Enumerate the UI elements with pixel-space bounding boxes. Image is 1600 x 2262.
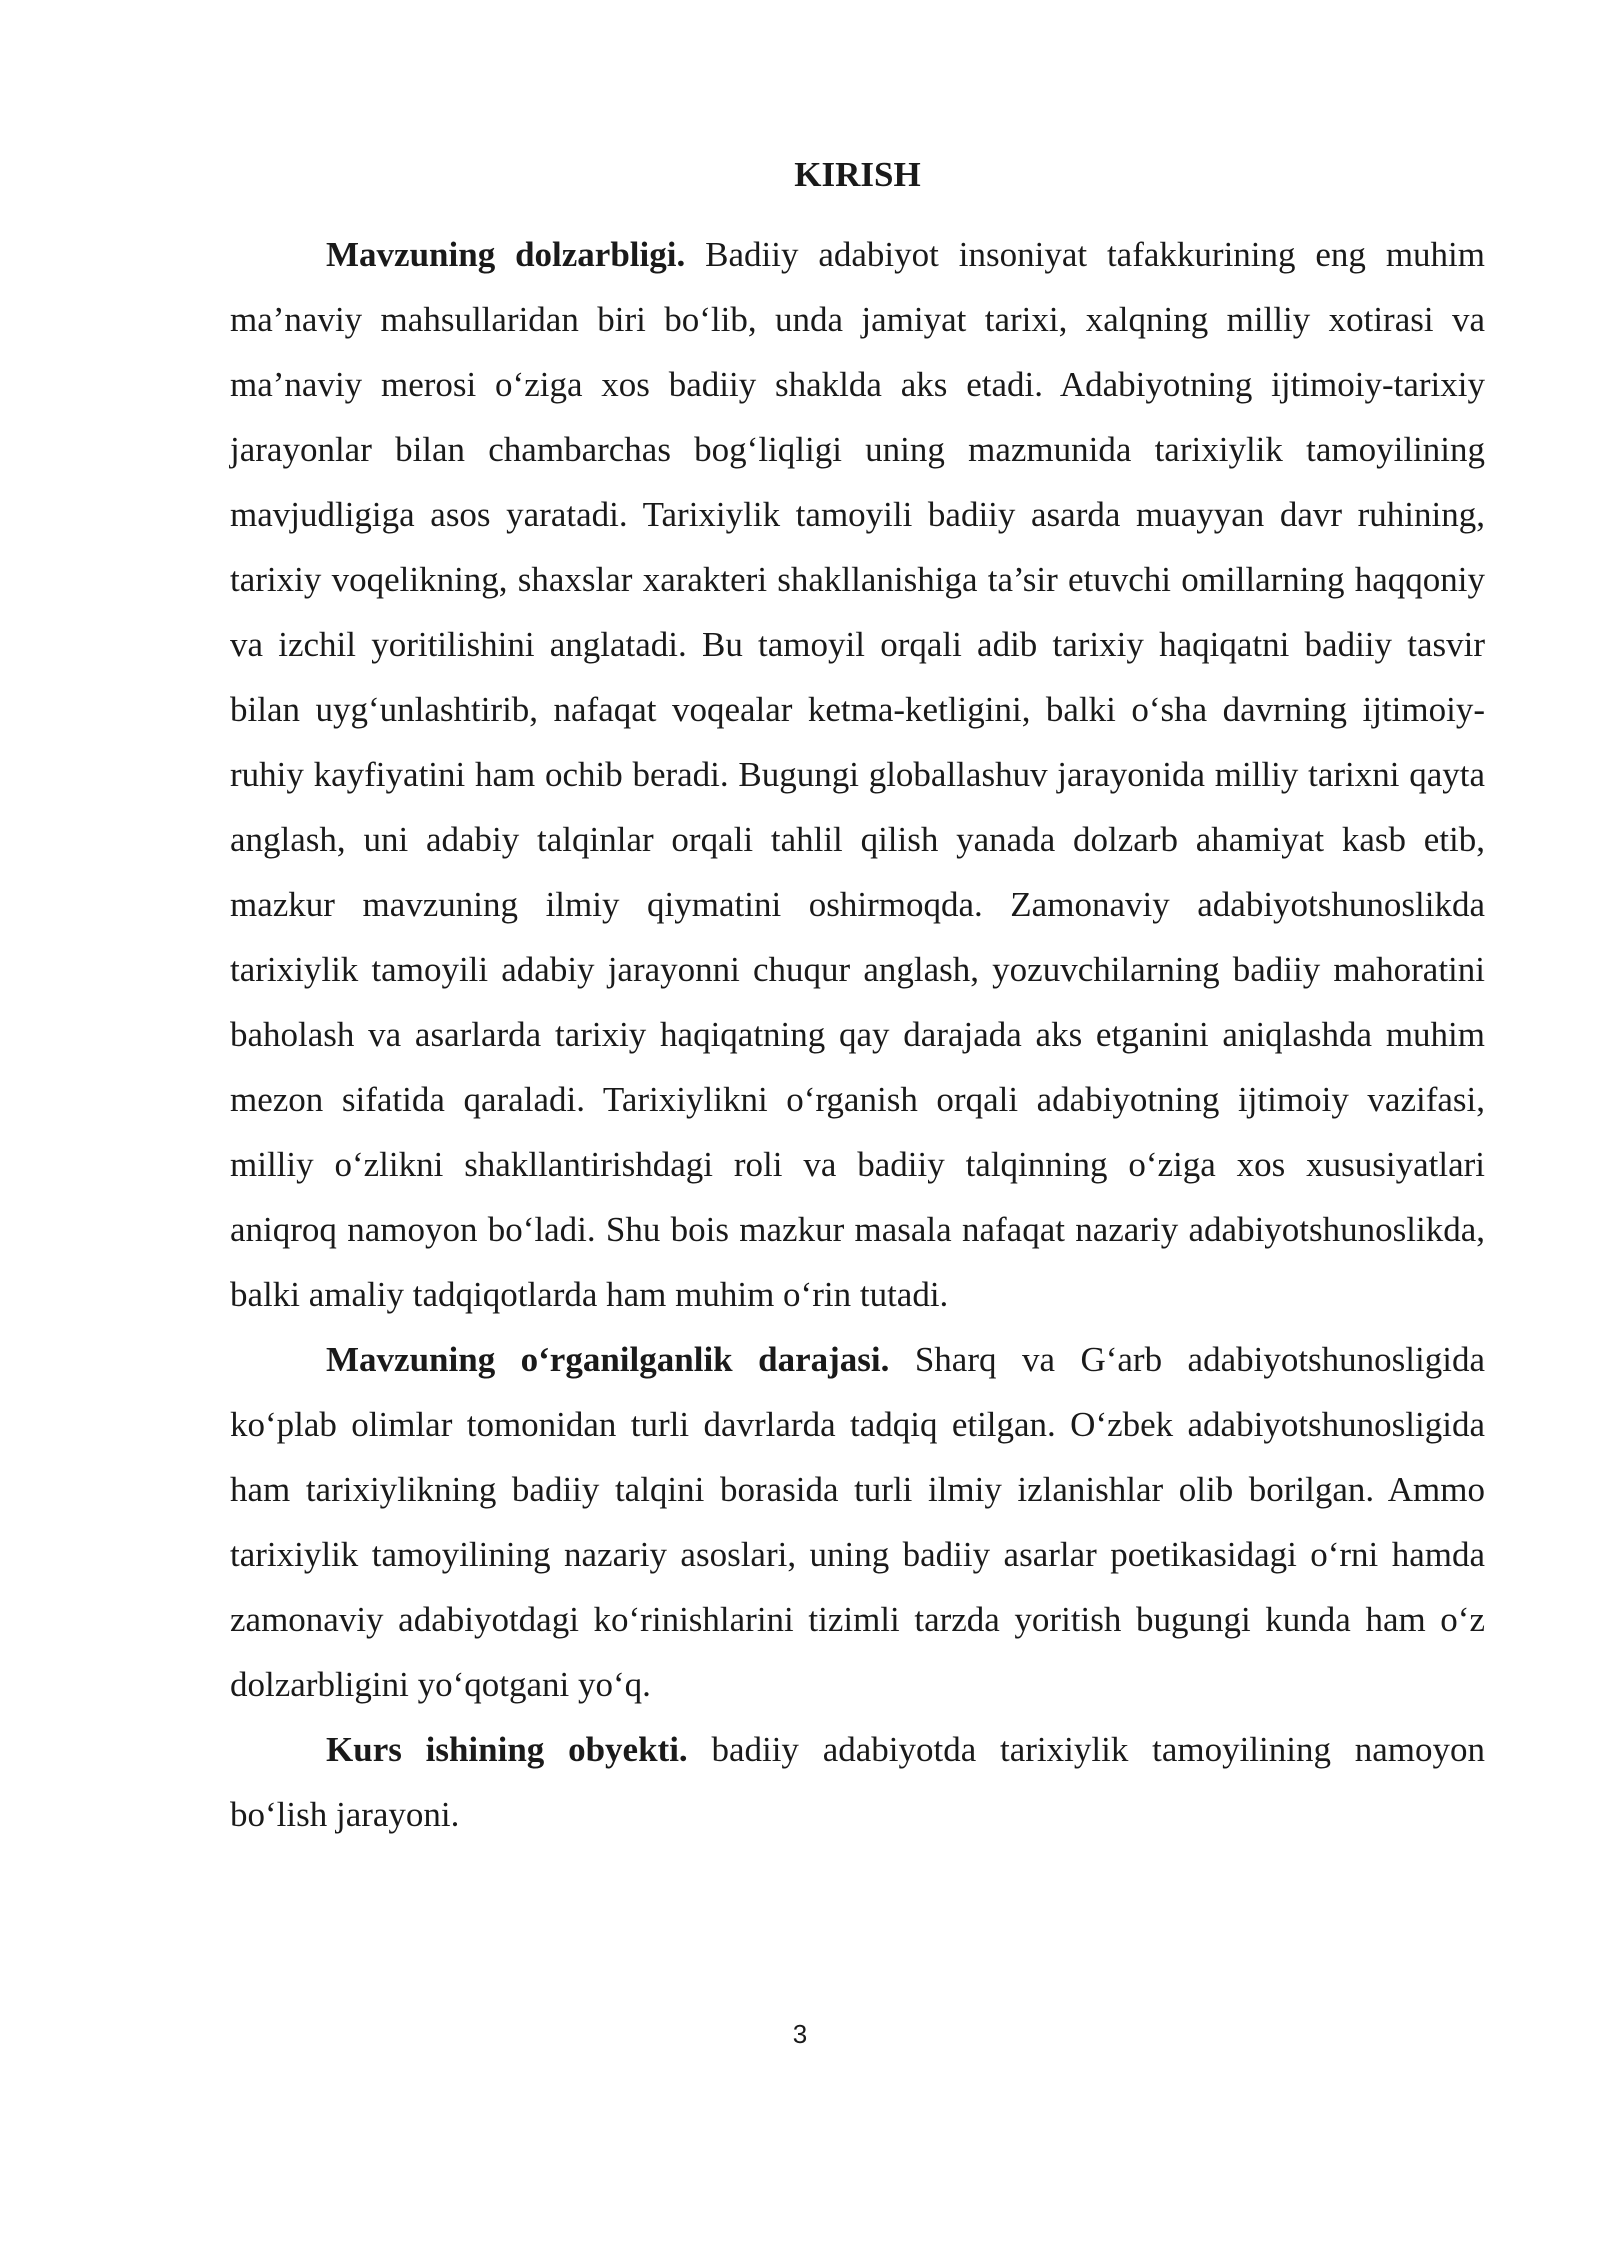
paragraph-study-level (230, 1327, 1485, 1717)
paragraph-text: badiiy adabiyotda tarixiylik tamoyilining namoyon bo‘lish jarayoni. (230, 1730, 1485, 1834)
paragraph-lead: Mavzuning o‘rganilganlik darajasi. (326, 1340, 890, 1379)
page-number: 3 (792, 2019, 808, 2049)
paragraph-lead: Mavzuning dolzarbligi. (326, 235, 686, 274)
paragraph-text: Sharq va G‘arb adabiyotshunosligida ko‘plab olimlar tomonidan turli davrlarda tadqiq etilgan. O‘zbek adabiyotshunosligida ham tarixiylikning badiiy talqini borasida turli ilmiy izlanishlar olib borilgan. Ammo tarixiylik tamoyilining nazariy asoslari, uning badiiy asarlar poetikasidagi o‘rni hamda zamonaviy adabiyotdagi ko‘rinishlarini tizimli tarzda yoritish bugungi kunda ham o‘z dolzarbligini yo‘qotgani yo‘q. (230, 1340, 1486, 1704)
paragraph-object (230, 1717, 1485, 1847)
section-heading: KIRISH (794, 155, 921, 194)
paragraph-relevance (230, 222, 1485, 1327)
paragraph-text: Badiiy adabiyot insoniyat tafakkurining eng muhim ma’naviy mahsullaridan biri bo‘lib, unda jamiyat tarixi, xalqning milliy xotirasi va ma’naviy merosi o‘ziga xos badiiy shaklda aks etadi. Adabiyotning ijtimoiy-tarixiy jarayonlar bilan chambarchas bog‘liqligi uning mazmunida tarixiylik tamoyilining mavjudligiga asos yaratadi. Tarixiylik tamoyili badiiy asarda muayyan davr ruhining, tarixiy voqelikning, shaxslar xarakteri shakllanishiga ta’sir etuvchi omillarning haqqoniy va izchil yoritilishini anglatadi. Bu tamoyil orqali adib tarixiy haqiqatni badiiy tasvir bilan uyg‘unlashtirib, nafaqat voqealar ketma-ketligini, balki o‘sha davrning ijtimoiy-ruhiy kayfiyatini ham ochib beradi. Bugungi globallashuv jarayonida milliy tarixni qayta anglash, uni adabiy talqinlar orqali tahlil qilish yanada dolzarb ahamiyat kasb etib, mazkur mavzuning ilmiy qiymatini oshirmoqda. Zamonaviy adabiyotshunoslikda tarixiylik tamoyili adabiy jarayonni chuqur anglash, yozuvchilarning badiiy mahoratini baholash va asarlarda tarixiy haqiqatning qay darajada aks etganini aniqlashda muhim mezon sifatida qaraladi. Tarixiylikni o‘rganish orqali adabiyotning ijtimoiy vazifasi, milliy o‘zlikni shakllantirishdagi roli va badiiy talqinning o‘ziga xos xususiyatlari aniqroq namoyon bo‘ladi. Shu bois mazkur masala nafaqat nazariy adabiyotshunoslikda, balki amaliy tadqiqotlarda ham muhim o‘rin tutadi. (230, 235, 1485, 1314)
paragraph-lead: Kurs ishining obyekti. (326, 1730, 688, 1769)
page-content (230, 150, 1485, 1847)
